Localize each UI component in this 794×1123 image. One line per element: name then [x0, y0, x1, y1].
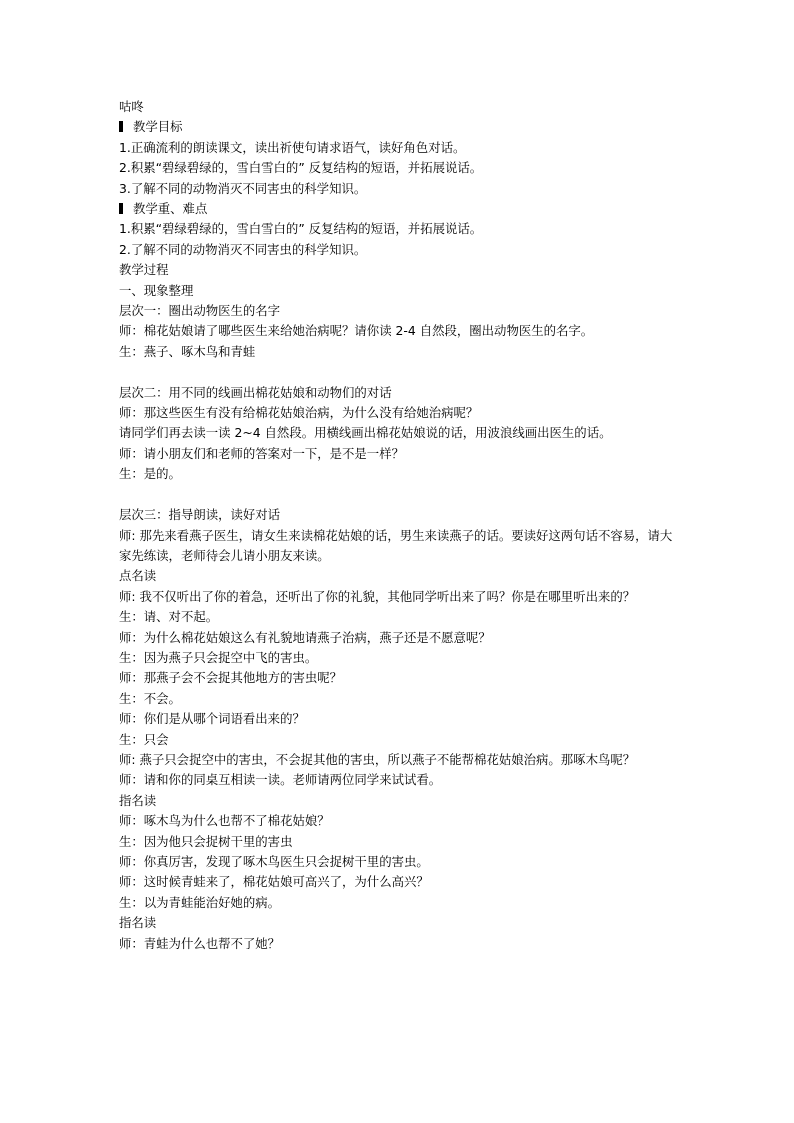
text-line: 师：那这些医生有没有给棉花姑娘治病，为什么没有给她治病呢？ — [119, 405, 479, 421]
text-line: 1.积累“碧绿碧绿的，雪白雪白的” 反复结构的短语，并拓展说话。 — [119, 221, 483, 237]
text-line: 指名读 — [119, 792, 157, 808]
text-line: 一、现象整理 — [119, 282, 194, 298]
text-line: 层次二：用不同的线画出棉花姑娘和动物们的对话 — [119, 384, 392, 400]
blank-line — [119, 362, 679, 382]
text-line: 层次一：圈出动物医生的名字 — [119, 303, 281, 319]
text-line: 1.正确流利的朗读课文，读出祈使句请求语气，读好角色对话。 — [119, 139, 466, 155]
text-paragraph: 师: 我不仅听出了你的着急，还听出了你的礼貌，其他同学听出来了吗？你是在哪里听出来的？ — [119, 588, 636, 604]
blank-line — [119, 485, 679, 505]
text-line: 师：棉花姑娘请了哪些医生来给她治病呢？请你读 2-4 自然段，圈出动物医生的名字。 — [119, 323, 594, 339]
text-line: 师：请小朋友们和老师的答案对一下，是不是一样？ — [119, 445, 404, 461]
text-line: 师：请和你的同桌互相读一读。老师请两位同学来试试看。 — [119, 772, 442, 788]
text-line: 2.积累“碧绿碧绿的，雪白雪白的” 反复结构的短语，并拓展说话。 — [119, 160, 483, 176]
text-line: 请同学们再去读一读 2~4 自然段。用横线画出棉花姑娘说的话，用波浪线画出医生的话。 — [119, 425, 612, 441]
section-heading-key-points: 教学重、难点 — [119, 199, 679, 219]
document-page — [119, 97, 679, 954]
text-line: 生：只会 — [119, 731, 169, 747]
text-line: 生：不会。 — [119, 690, 181, 706]
text-line: 师：那燕子会不会捉其他地方的害虫呢？ — [119, 670, 343, 686]
text-line: 生：因为他只会捉树干里的害虫 — [119, 833, 293, 849]
text-line: 层次三：指导朗读，读好对话 — [119, 507, 281, 523]
text-line: 生：以为青蛙能治好她的病。 — [119, 894, 281, 910]
text-line: 生：请、对不起。 — [119, 609, 219, 625]
text-line: 师：你们是从哪个词语看出来的？ — [119, 711, 305, 727]
text-line: 指名读 — [119, 915, 157, 931]
section-heading-process: 教学过程 — [119, 262, 169, 278]
text-line: 师：啄木鸟为什么也帮不了棉花姑娘？ — [119, 813, 330, 829]
text-line: 生：因为燕子只会捉空中飞的害虫。 — [119, 649, 318, 665]
text-line: 生：燕子、啄木鸟和青蛙 — [119, 343, 256, 359]
text-line: 生：是的。 — [119, 466, 181, 482]
text-line: 3.了解不同的动物消灭不同害虫的科学知识。 — [119, 180, 367, 196]
text-line: 2.了解不同的动物消灭不同害虫的科学知识。 — [119, 241, 367, 257]
text-line: 师：为什么棉花姑娘这么有礼貌地请燕子治病，燕子还是不愿意呢？ — [119, 629, 491, 645]
text-paragraph: 师: 那先来看燕子医生，请女生来读棉花姑娘的话，男生来读燕子的话。要读好这两句话不容易，请大家先练读，老师待会儿请小朋友来读。 — [119, 527, 673, 563]
text-line: 点名读 — [119, 568, 157, 584]
text-line: 师：这时候青蛙来了，棉花姑娘可高兴了，为什么高兴？ — [119, 874, 429, 890]
section-heading-objectives: 教学目标 — [119, 117, 679, 137]
text-line: 师：你真厉害，发现了啄木鸟医生只会捉树干里的害虫。 — [119, 854, 429, 869]
document-title: 咕咚 — [119, 99, 144, 114]
text-paragraph: 师: 燕子只会捉空中的害虫，不会捉其他的害虫，所以燕子不能帮棉花姑娘治病。那啄木鸟呢？ — [119, 751, 636, 767]
text-line: 师：青蛙为什么也帮不了她？ — [119, 935, 281, 951]
